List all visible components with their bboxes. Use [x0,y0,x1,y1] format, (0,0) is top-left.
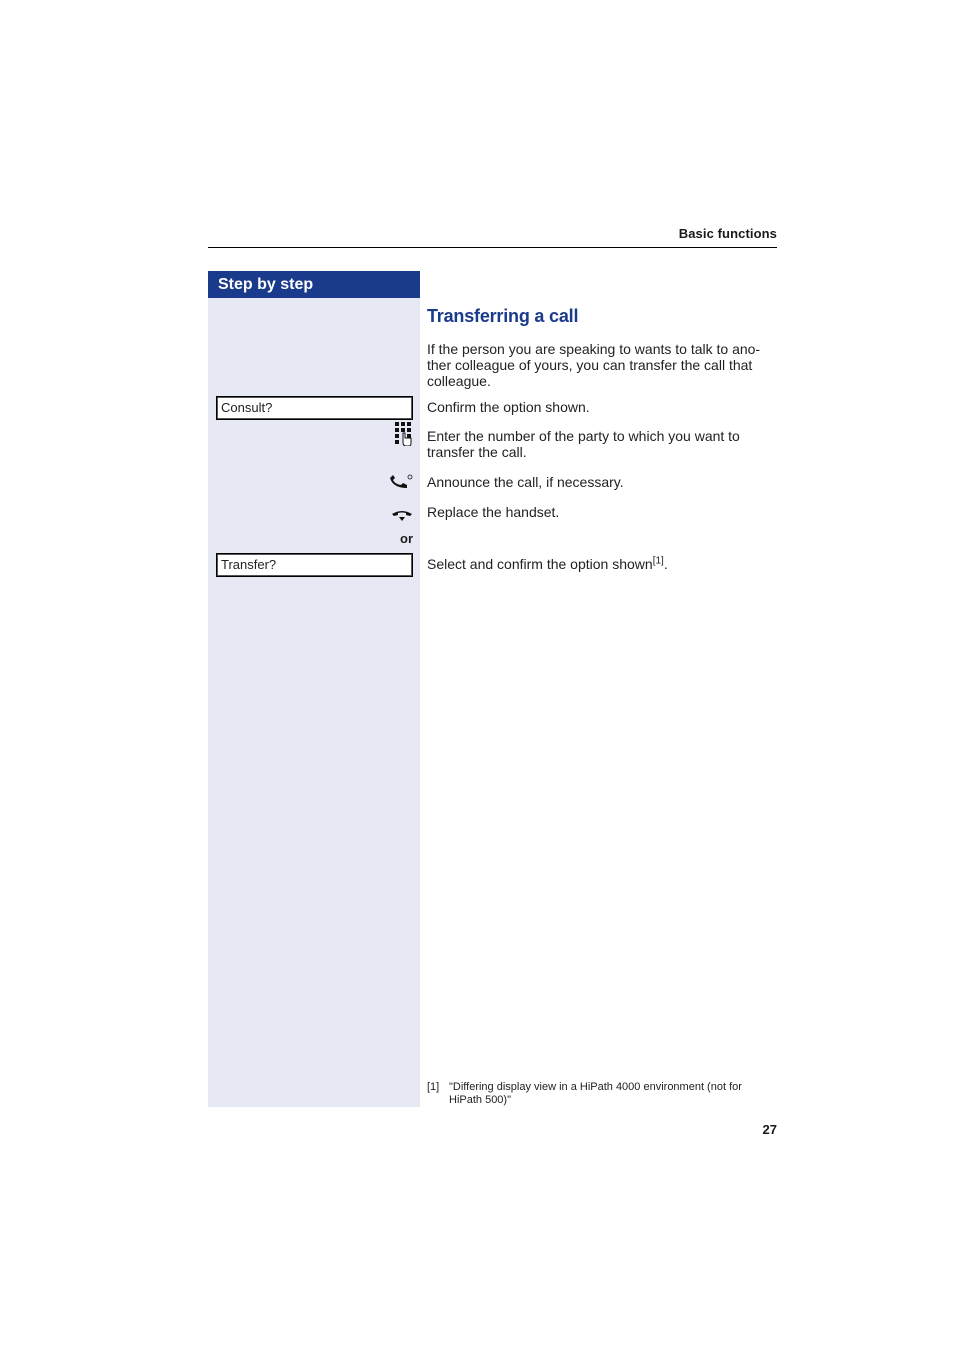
transfer-instruction-text: Select and confirm the option shown [427,556,653,572]
transfer-option-box: Transfer? [216,553,413,577]
handset-down-icon [391,508,413,520]
footnote-reference[interactable]: [1] [652,555,664,567]
or-label: or [400,531,413,546]
page-number: 27 [762,1122,777,1137]
hangup-instruction: Replace the handset. [427,504,560,520]
footnote-text: "Differing display view in a HiPath 4000 environment (not for HiPath 500)" [449,1081,742,1106]
handset-speaking-icon [389,474,413,490]
announce-instruction: Announce the call, if necessary. [427,474,624,490]
transfer-instruction [427,556,777,572]
dial-instruction: Enter the number of the party to which you want to transfer the call. [427,428,740,460]
running-header: Basic functions [678,226,777,241]
step-by-step-heading: Step by step [208,271,420,298]
transfer-instruction-trail: . [663,556,668,572]
intro-paragraph: If the person you are speaking to wants to talk to ano-ther colleague of yours, you can transfer the call that colleague. [427,341,761,389]
footnote-mark: [1] [427,1081,440,1093]
keypad-icon [395,422,413,446]
section-title: Transferring a call [427,306,579,326]
header-rule [208,247,777,248]
footnote [427,1081,767,1107]
consult-instruction: Confirm the option shown. [427,399,590,415]
consult-option-box: Consult? [216,396,413,420]
